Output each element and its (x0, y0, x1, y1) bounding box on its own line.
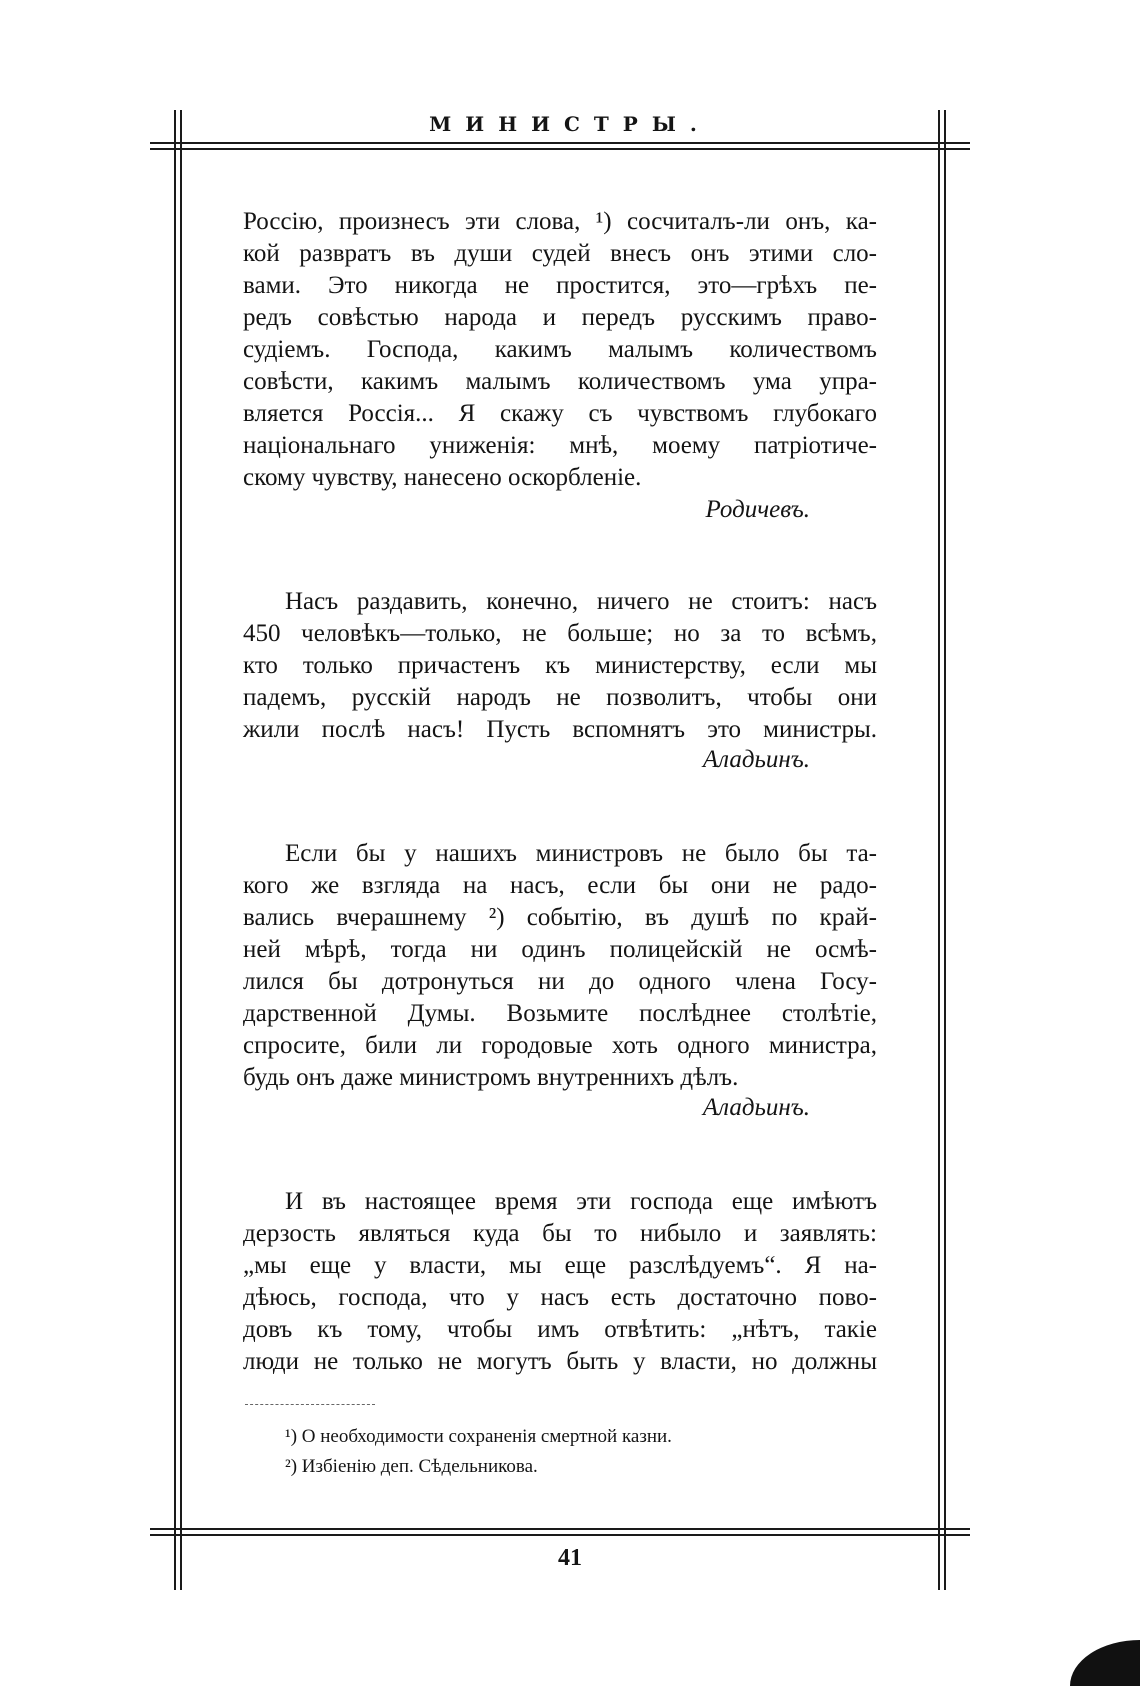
footnote-2: ²) Избіенію деп. Сѣдельникова. (285, 1456, 538, 1477)
text-line: ней мѣрѣ, тогда ни одинъ полицейскій не осмѣ- (243, 936, 877, 963)
frame-top-rule-1 (150, 142, 970, 144)
text-line: скому чувству, нанесено оскорбленіе. (243, 464, 642, 491)
text-line: дѣюсь, господа, что у насъ есть достаточно пово- (243, 1284, 877, 1311)
running-title: МИНИСТРЫ. (429, 112, 711, 136)
frame-left-outer (174, 110, 176, 1590)
scan-corner-mark (1070, 1640, 1140, 1686)
paragraph-4 (243, 1186, 877, 1378)
text-line: спросите, били ли городовые хоть одного министра, (243, 1032, 877, 1059)
footnote-1: ¹) О необходимости сохраненія смертной казни. (285, 1426, 672, 1447)
text-line: дерзость являться куда бы то нибыло и заявлять: (243, 1220, 877, 1247)
text-line: Насъ раздавить, конечно, ничего не стоитъ: насъ (285, 588, 877, 615)
text-line: Россію, произнесъ эти слова, ¹) сосчиталъ-ли онъ, ка- (243, 208, 877, 235)
text-line: дарственной Думы. Возьмите послѣднее столѣтіе, (243, 1000, 877, 1027)
paragraph-2 (243, 586, 877, 746)
text-line: редъ совѣстью народа и передъ русскимъ право- (243, 304, 877, 331)
text-line: жили послѣ насъ! Пусть вспомнятъ это министры. (243, 716, 877, 743)
text-line: 450 человѣкъ—только, не больше; но за то всѣмъ, (243, 620, 877, 647)
text-line: падемъ, русскій народъ не позволитъ, чтобы они (243, 684, 877, 711)
text-line: люди не только не могутъ быть у власти, но должны (243, 1348, 877, 1375)
text-line: вались вчерашнему ²) событію, въ душѣ по край- (243, 904, 877, 931)
frame-bottom-rule-2 (150, 1534, 970, 1536)
text-line: судіемъ. Господа, какимъ малымъ количествомъ (243, 336, 877, 363)
author-signature: Аладьинъ. (702, 746, 810, 773)
frame-top-rule-2 (150, 148, 970, 150)
text-line: лился бы дотронуться ни до одного члена Госу- (243, 968, 877, 995)
paragraph-3 (243, 838, 877, 1094)
frame-right-outer (944, 110, 946, 1590)
text-line: національнаго униженія: мнѣ, моему патріотиче- (243, 432, 877, 459)
paragraph-1 (243, 206, 877, 494)
frame-right-inner (938, 110, 940, 1590)
text-line: Если бы у нашихъ министровъ не было бы та- (285, 840, 877, 867)
author-signature: Родичевъ. (705, 496, 810, 523)
text-line: вляется Россія... Я скажу съ чувствомъ глубокаго (243, 400, 877, 427)
text-line: И въ настоящее время эти господа еще имѣютъ (285, 1188, 877, 1215)
author-signature: Аладьинъ. (702, 1094, 810, 1121)
page-number: 41 (558, 1545, 582, 1571)
text-line: довъ къ тому, чтобы имъ отвѣтить: „нѣтъ, такіе (243, 1316, 877, 1343)
text-line: кого же взгляда на насъ, если бы они не радо- (243, 872, 877, 899)
text-line: вами. Это никогда не простится, это—грѣхъ пе- (243, 272, 877, 299)
text-line: будь онъ даже министромъ внутреннихъ дѣлъ. (243, 1064, 739, 1091)
footnotes (285, 1422, 845, 1482)
text-line: кой развратъ въ души судей внесъ онъ этими сло- (243, 240, 877, 267)
text-line: „мы еще у власти, мы еще разслѣдуемъ“. Я на- (243, 1252, 877, 1279)
footnote-separator (245, 1404, 375, 1406)
text-line: совѣсти, какимъ малымъ количествомъ ума упра- (243, 368, 877, 395)
text-line: кто только причастенъ къ министерству, если мы (243, 652, 877, 679)
frame-bottom-rule-1 (150, 1528, 970, 1530)
frame-left-inner (180, 110, 182, 1590)
